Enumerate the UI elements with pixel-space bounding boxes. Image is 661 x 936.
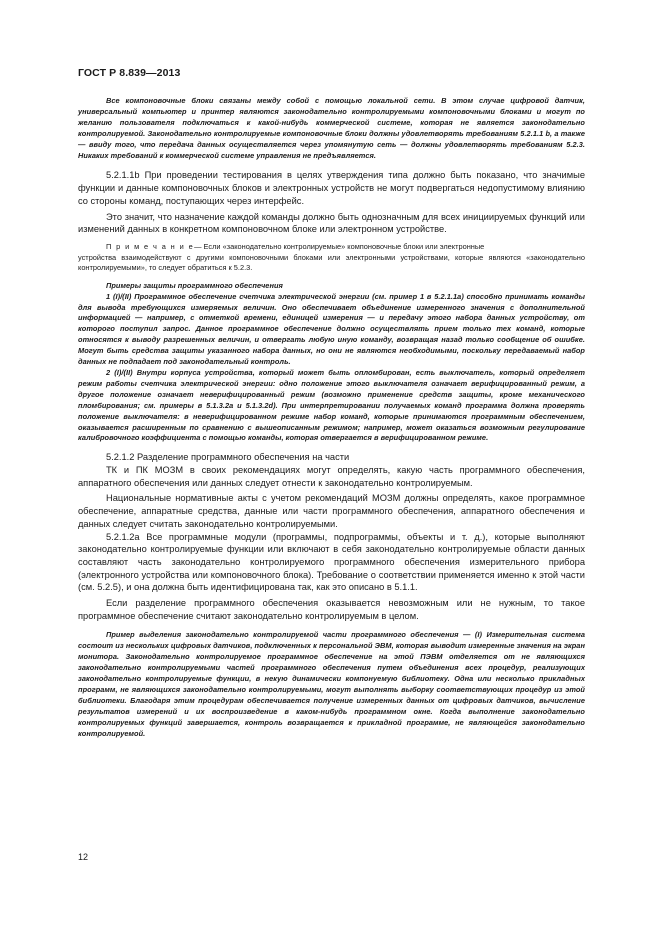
paragraph-command-meaning: Это значит, что назначение каждой команды должно быть однозначным для всех инициируемых функций или изменений данных в конкретном компоновочном блоке или электронном устройстве. <box>78 211 585 235</box>
example-separation: Пример выделения законодательно контролируемой части программного обеспечения — (I) Измерительная система состоит из нескольких цифровых датчиков, подключенных к персональной ЭВМ, которая выводит измеренные значения на экран монитора. Законодательно контролируемое программное обеспечение на этой ПЭВМ отделяется от не являющихся законодательно контролируемыми частей программного обеспечения путем объединения всех процедур, реализующих законодательно контролируемые функции, в некую динамически компонуемую библиотеку. Одна или несколько прикладных программ, не являющихся законодательно контролируемыми, могут выполнять выборку соответствующих процедур из этой библиотеки. Благодаря этим процедурам обеспечивается получение измеренных данных от цифровых датчиков, вычисление результатов измерений и их воспроизведение в каком-нибудь программном окне. Когда выполнение законодательно контролируемых функций завершается, контроль возвращается к прикладной программе, не являющейся законодательно контролируемой. <box>78 630 585 738</box>
page-number: 12 <box>78 852 89 862</box>
note-label: П р и м е ч а н и е <box>106 241 195 251</box>
clause-5-2-1-1b: 5.2.1.1b При проведении тестирования в целях утверждения типа должно быть показано, что значимые функции и данные компоновочных блоков и электронных устройств не могут подвергаться недопустимому влиянию со стороны команд, поступающих через интерфейс. <box>78 170 585 206</box>
paragraph-national-acts: Национальные нормативные акты с учетом рекомендаций МОЗМ должны определять, какое программное обеспечение, аппаратные средства, данные или части программного обеспечения, аппаратного обеспечения и данных следует считать законодательно контролируемыми. <box>78 493 585 529</box>
note-text: — Если «законодательно контролируемые» компоновочные блоки или электронные <box>194 241 485 251</box>
document-header: ГОСТ Р 8.839—2013 <box>78 67 181 79</box>
clause-5-2-1-2-heading: 5.2.1.2 Разделение программного обеспечения на части <box>106 452 350 463</box>
note-continuation: устройства взаимодействуют с другими компоновочными блоками или электронными устройствами, которые являются «законодательно контролируемыми», то следует обратиться к 5.2.3. <box>78 252 585 273</box>
paragraph-tk-pk: ТК и ПК МОЗМ в своих рекомендациях могут определять, какую часть программного обеспечения, аппаратного обеспечения или данных следует отнести к законодательно контролируемым. <box>78 465 585 488</box>
example-1: 1 (I)/(II) Программное обеспечение счетчика электрической энергии (см. пример 1 в 5.2.1.1а) способно принимать команды для вывода требующихся измеряемых величин. Оно обеспечивает объединение измеренного значения с дополнительной информацией — например, с отметкой времени, единицей измерения — и передачу этого набора данных устройству, от которого поступил запрос. Данное программное обеспечение должно осуществлять прием только тех команд, которые относятся к выводу разрешенных величин, и отвергать любую иную команду, возвращая назад только сообщение об ошибке. Могут быть средства защиты указанного набора данных, но они не являются необходимыми, поскольку передаваемый набор данных не подпадает под законодательный контроль. <box>78 291 585 367</box>
paragraph-no-separation: Если разделение программного обеспечения оказывается невозможным или не нужным, то такое программное обеспечение считают законодательно контролируемым в целом. <box>78 598 585 621</box>
note-paragraph <box>78 242 585 253</box>
paragraph-network-example: Все компоновочные блоки связаны между собой с помощью локальной сети. В этом случае цифровой датчик, универсальный компьютер и принтер являются законодательно контролируемыми компоновочными блоками и могут по желанию пользователя подключаться к какой-нибудь коммерческой системе, которая не является законодательно контролируемой. Законодательно контролируемые компоновочные блоки должны удовлетворять требованиям 5.2.1.1 b, а также — ввиду того, что передача данных осуществляется через упомянутую сеть — должны удовлетворять требованиям 5.2.3. Никаких требований к коммерческой системе управления не предъявляется. <box>78 96 585 160</box>
clause-5-2-1-2a: 5.2.1.2а Все программные модули (программы, подпрограммы, объекты и т. д.), которые выполняют законодательно контролируемые функции или включают в себя законодательно контролируемые области данных составляют часть законодательно контролируемого программного обеспечения измерительного прибора (электронного устройства или компоновочного блока). Требование о соответствии применяется именно к этой части (см. 5.2.5), и она должна быть идентифицирована так, как это описано в 5.1.1. <box>78 531 585 593</box>
example-2: 2 (I)/(II) Внутри корпуса устройства, который может быть опломбирован, есть выключатель, который определяет режим работы счетчика электрической энергии: одно положение этого выключателя означает верифицированный режим, а другое положение означает неверифицированный режим (возможно применение средств защиты, кроме механического пломбирования; см. примеры в 5.1.3.2а и 5.1.3.2d). При интерпретировании получаемых команд программа должна проверять положение выключателя: в неверифицированном режиме набор команд, которые принимаются программным обеспечением, оказывается расширенным по сравнению с вышеописанным режимом; например, может оказаться возможным регулирование калибровочного коэффициента с помощью команды, которая отвергается в верифицированном режиме. <box>78 367 585 443</box>
page-body <box>78 96 585 740</box>
examples-heading: Примеры защиты программного обеспечения <box>106 280 283 290</box>
